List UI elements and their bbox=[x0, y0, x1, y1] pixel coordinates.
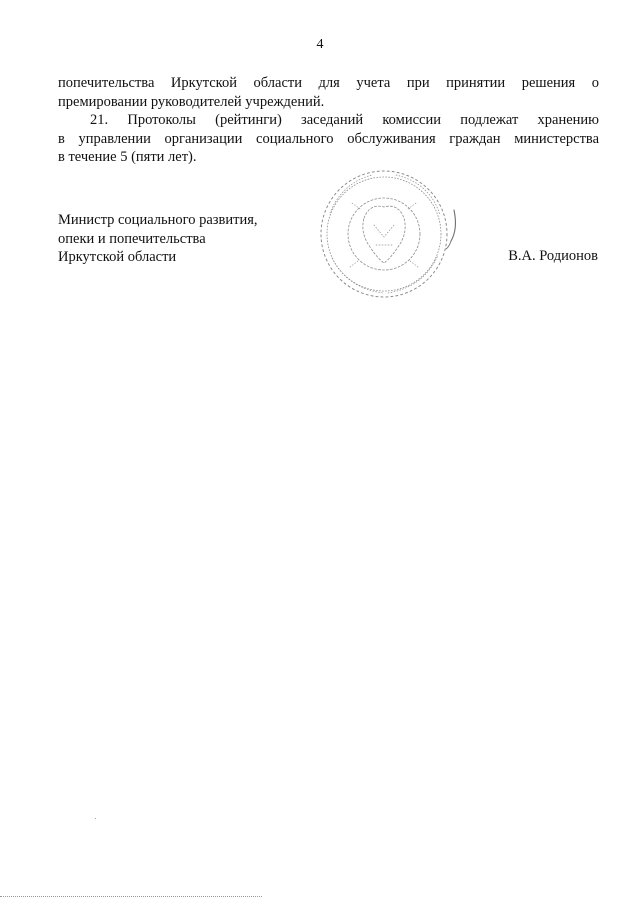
body-line: попечительства Иркутской области для учета при принятии решения о bbox=[58, 75, 599, 91]
page-number: 4 bbox=[316, 37, 324, 52]
body-line: в управлении организации социального обслуживания граждан министерства bbox=[58, 130, 599, 147]
document-body bbox=[58, 74, 599, 167]
signatory-name: В.А. Родионов bbox=[508, 248, 598, 264]
position-line: Иркутской области bbox=[58, 249, 177, 265]
position-line: Министр социального развития, bbox=[58, 212, 258, 228]
bottom-rule bbox=[0, 896, 262, 897]
page-speck bbox=[95, 818, 96, 819]
position-line: опеки и попечительства bbox=[58, 230, 206, 247]
body-line: 21. Протоколы (рейтинги) заседаний комиссии подлежат хранению bbox=[90, 112, 599, 128]
official-seal-icon bbox=[312, 163, 462, 308]
signatory-position bbox=[58, 211, 258, 267]
body-line: премировании руководителей учреждений. bbox=[58, 93, 325, 110]
body-line: в течение 5 (пяти лет). bbox=[58, 149, 197, 165]
